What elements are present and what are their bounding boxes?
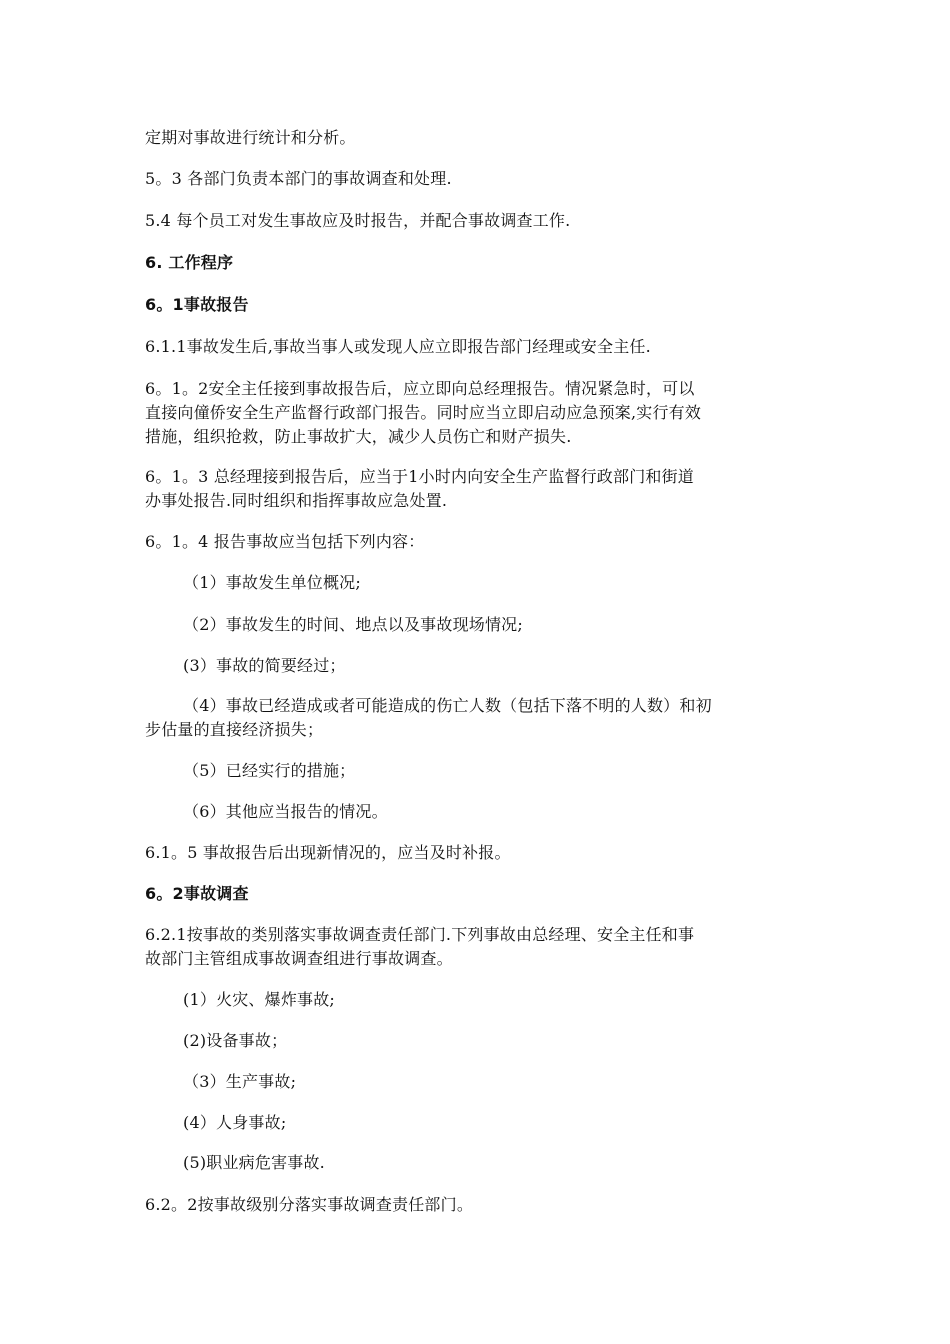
list-item: （4）事故已经造成或者可能造成的伤亡人数（包括下落不明的人数）和初 (183, 696, 712, 715)
paragraph-line: 6。1。3 总经理接到报告后，应当于1小时内向安全生产监督行政部门和街道 (145, 467, 695, 486)
paragraph-line: 定期对事故进行统计和分析。 (145, 128, 356, 147)
list-item: (2)设备事故； (183, 1031, 288, 1050)
paragraph-line: 措施，组织抢救，防止事故扩大，减少人员伤亡和财产损失. (145, 427, 572, 446)
section-heading: 6. 工作程序 (145, 253, 234, 272)
list-item: (4）人身事故; (183, 1113, 287, 1132)
list-item-continuation: 步估量的直接经济损失； (145, 720, 324, 739)
paragraph-line: 6.1。5 事故报告后出现新情况的，应当及时补报。 (145, 843, 511, 862)
list-item: （6）其他应当报告的情况。 (183, 802, 388, 821)
paragraph-line: 故部门主管组成事故调查组进行事故调查。 (145, 949, 453, 968)
paragraph-line: 6.2.1按事故的类别落实事故调查责任部门.下列事故由总经理、安全主任和事 (145, 925, 695, 944)
list-item: （1）事故发生单位概况; (183, 573, 361, 592)
list-item: (5)职业病危害事故. (183, 1153, 325, 1172)
paragraph-line: 6.1.1事故发生后,事故当事人或发现人应立即报告部门经理或安全主任. (145, 337, 651, 356)
list-item: （5）已经实行的措施； (183, 761, 356, 780)
subsection-heading: 6。2事故调查 (145, 884, 249, 903)
paragraph-line: 直接向僮侨安全生产监督行政部门报告。同时应当立即启动应急预案,实行有效 (145, 403, 702, 422)
list-item: （3）生产事故; (183, 1072, 297, 1091)
list-item: （2）事故发生的时间、地点以及事故现场情况; (183, 615, 523, 634)
list-item: (3）事故的简要经过； (183, 656, 346, 675)
paragraph-line: 6.2。2按事故级别分落实事故调查责任部门。 (145, 1195, 474, 1214)
paragraph-line: 5.4 每个员工对发生事故应及时报告，并配合事故调查工作. (145, 211, 571, 230)
list-item: (1）火灾、爆炸事故; (183, 990, 336, 1009)
subsection-heading: 6。1事故报告 (145, 295, 249, 314)
paragraph-line: 6。1。4 报告事故应当包括下列内容： (145, 532, 425, 551)
paragraph-line: 办事处报告.同时组织和指挥事故应急处置. (145, 491, 448, 510)
paragraph-line: 5。3 各部门负责本部门的事故调查和处理. (145, 169, 452, 188)
paragraph-line: 6。1。2安全主任接到事故报告后，应立即向总经理报告。情况紧急时，可以 (145, 379, 695, 398)
